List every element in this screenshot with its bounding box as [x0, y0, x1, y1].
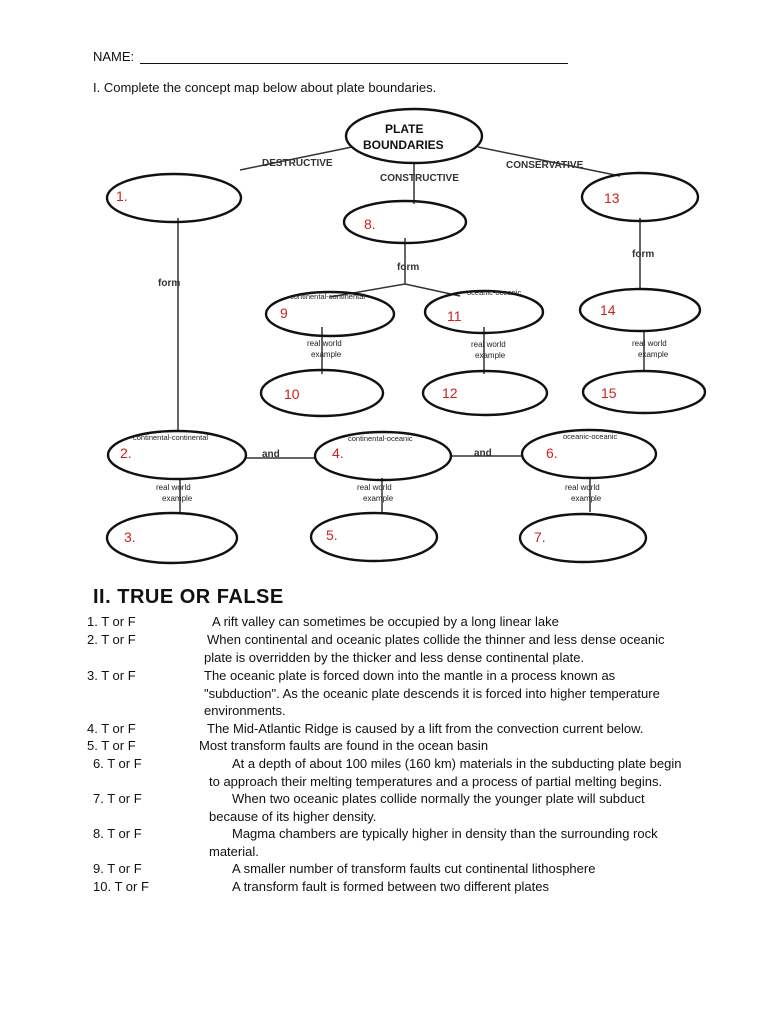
- number-12: 12: [442, 385, 458, 401]
- example-label-11: example: [475, 351, 506, 360]
- number-1: 1.: [116, 188, 128, 204]
- tf-statement-2: When continental and oceanic plates collide the thinner and less dense oceanic plate is overridden by the thicker and less dense continental plate.: [204, 632, 665, 665]
- tf-choice-7[interactable]: 7. T or F: [93, 791, 142, 806]
- instruction-text: I. Complete the concept map below about plate boundaries.: [93, 80, 437, 95]
- plate-boundaries-node: [346, 109, 482, 163]
- label-conservative: CONSERVATIVE: [506, 160, 584, 171]
- continental-oceanic-label: continental-oceanic: [348, 434, 413, 443]
- continental-continental-label: continental-continental: [290, 292, 366, 301]
- name-label: NAME:: [93, 49, 135, 64]
- label-constructive: CONSTRUCTIVE: [380, 173, 459, 184]
- real-world-label-11: real world: [471, 340, 506, 349]
- number-5: 5.: [326, 527, 338, 543]
- tf-choice-2[interactable]: 2. T or F: [87, 632, 136, 647]
- number-8: 8.: [364, 216, 376, 232]
- number-3: 3.: [124, 529, 136, 545]
- number-6: 6.: [546, 445, 558, 461]
- form-label-right: form: [632, 249, 655, 260]
- and-label-right: and: [474, 448, 492, 459]
- answer-node-11[interactable]: [425, 291, 543, 333]
- answer-node-14[interactable]: [580, 289, 700, 331]
- real-world-label-14: real world: [632, 339, 667, 348]
- form-label-middle: form: [397, 262, 420, 273]
- tf-statement-7: When two oceanic plates collide normally the younger plate will subduct because of its higher density.: [209, 791, 645, 824]
- tf-choice-5[interactable]: 5. T or F: [87, 738, 136, 753]
- real-world-label-9: real world: [307, 339, 342, 348]
- tf-statement-8: Magma chambers are typically higher in density than the surrounding rock material.: [209, 826, 658, 859]
- number-7: 7.: [534, 529, 546, 545]
- answer-node-8[interactable]: [344, 201, 466, 243]
- tf-statement-3: The oceanic plate is forced down into the mantle in a process known as "subduction". As the oceanic plate descends it is forced into higher temperature environments.: [204, 668, 660, 718]
- oceanic-oceanic-label-6: oceanic-oceanic: [563, 432, 618, 441]
- number-9: 9: [280, 305, 288, 321]
- tf-statement-9: A smaller number of transform faults cut continental lithosphere: [232, 861, 596, 876]
- tf-choice-4[interactable]: 4. T or F: [87, 721, 136, 736]
- oceanic-oceanic-label: oceanic-oceanic: [467, 288, 522, 297]
- number-13: 13: [604, 190, 620, 206]
- real-world-label-2: real world: [156, 483, 191, 492]
- real-world-label-6: real world: [565, 483, 600, 492]
- form-label-left: form: [158, 278, 181, 289]
- label-destructive: DESTRUCTIVE: [262, 158, 333, 169]
- example-label-2: example: [162, 494, 193, 503]
- example-label-6: example: [571, 494, 602, 503]
- number-4: 4.: [332, 445, 344, 461]
- example-label-9: example: [311, 350, 342, 359]
- true-false-list: [0, 613, 768, 903]
- tf-choice-8[interactable]: 8. T or F: [93, 826, 142, 841]
- tf-choice-3[interactable]: 3. T or F: [87, 668, 136, 683]
- tf-choice-6[interactable]: 6. T or F: [93, 756, 142, 771]
- tf-choice-9[interactable]: 9. T or F: [93, 861, 142, 876]
- continental-continental-label-2: continental-continental: [133, 433, 209, 442]
- number-11: 11: [447, 308, 462, 324]
- title-line2: BOUNDARIES: [363, 138, 444, 152]
- real-world-label-4: real world: [357, 483, 392, 492]
- example-label-14: example: [638, 350, 669, 359]
- tf-statement-1: A rift valley can sometimes be occupied by a long linear lake: [212, 614, 559, 629]
- number-10: 10: [284, 386, 300, 402]
- tf-statement-4: The Mid-Atlantic Ridge is caused by a lift from the convection current below.: [207, 721, 644, 736]
- answer-node-13[interactable]: [582, 173, 698, 221]
- tf-statement-10: A transform fault is formed between two different plates: [232, 879, 549, 894]
- answer-node-10[interactable]: [261, 370, 383, 416]
- and-label-left: and: [262, 449, 280, 460]
- example-label-4: example: [363, 494, 394, 503]
- tf-choice-1[interactable]: 1. T or F: [87, 614, 136, 629]
- title-line1: PLATE: [385, 122, 424, 136]
- number-2: 2.: [120, 445, 132, 461]
- tf-choice-10[interactable]: 10. T or F: [93, 879, 149, 894]
- tf-statement-5: Most transform faults are found in the ocean basin: [199, 738, 489, 753]
- true-false-heading: II. TRUE OR FALSE: [93, 586, 284, 608]
- tf-statement-6: At a depth of about 100 miles (160 km) materials in the subducting plate begin to approach their melting temperatures and a process of partial melting begins.: [209, 756, 682, 789]
- number-14: 14: [600, 302, 616, 318]
- number-15: 15: [601, 385, 617, 401]
